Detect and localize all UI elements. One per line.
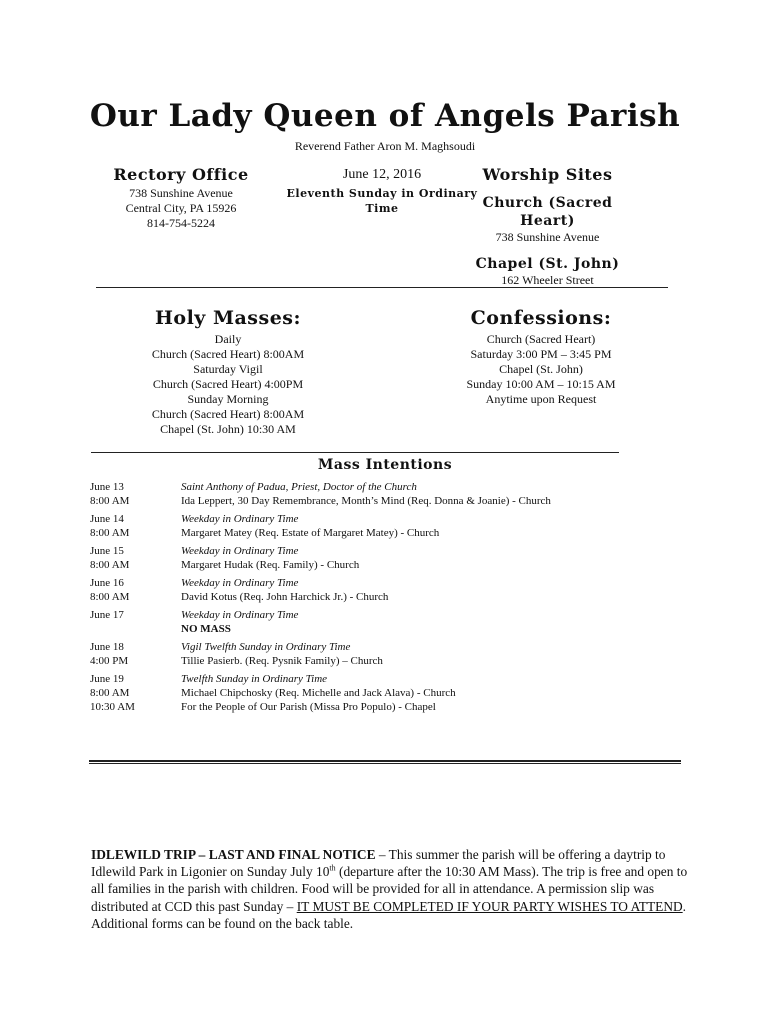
divider-middle [91, 452, 619, 453]
mass-line: Daily [214, 332, 242, 346]
intention-item: Margaret Hudak (Req. Family) - Church [181, 559, 360, 571]
intention-item: Michael Chipchosky (Req. Michelle and Jack Alava) - Church [181, 687, 456, 699]
occasion-line-1: Eleventh Sunday in Ordinary [286, 187, 478, 200]
intention-entry [90, 512, 690, 540]
intention-no-mass: NO MASS [181, 623, 231, 635]
intention-date: June 17 [90, 609, 124, 621]
divider-bottom-thin [89, 763, 681, 764]
intention-time: 8:00 AM [90, 687, 130, 699]
notice-superscript: th [329, 863, 336, 873]
church-site-name: Church (Sacred Heart) [482, 195, 613, 229]
confessions-heading: Confessions: [470, 307, 612, 329]
chapel-site-address: 162 Wheeler Street [501, 273, 594, 287]
divider-top [96, 287, 668, 288]
intention-item: For the People of Our Parish (Missa Pro Populo) - Chapel [181, 701, 436, 713]
confession-line: Sunday 10:00 AM – 10:15 AM [466, 377, 616, 391]
confession-line: Church (Sacred Heart) [486, 332, 596, 346]
divider-bottom [89, 760, 681, 762]
intention-item: David Kotus (Req. John Harchick Jr.) - Church [181, 591, 389, 603]
intention-feast: Weekday in Ordinary Time [181, 545, 299, 557]
bulletin-date: June 12, 2016 [342, 167, 422, 182]
intention-time: 8:00 AM [90, 495, 130, 507]
intention-date: June 16 [90, 577, 124, 589]
mass-line: Chapel (St. John) 10:30 AM [160, 422, 296, 436]
intention-time: 8:00 AM [90, 527, 130, 539]
intention-item: Tillie Pasierb. (Req. Pysnik Family) – Church [181, 655, 383, 667]
pastor-name: Reverend Father Aron M. Maghsoudi [294, 139, 476, 153]
notice-lead: IDLEWILD TRIP – LAST AND FINAL NOTICE [91, 847, 376, 862]
idlewild-trip-notice [91, 846, 691, 932]
intention-entry [90, 608, 690, 636]
bulletin-date-block [282, 166, 482, 216]
intention-time: 4:00 PM [90, 655, 129, 667]
intention-time: 8:00 AM [90, 591, 130, 603]
intention-entry [90, 544, 690, 572]
rectory-phone: 814-754-5224 [147, 216, 215, 230]
intention-item: Margaret Matey (Req. Estate of Margaret Matey) - Church [181, 527, 440, 539]
mass-line: Church (Sacred Heart) 8:00AM [151, 347, 305, 361]
intention-entry [90, 672, 690, 714]
worship-sites-heading: Worship Sites [482, 165, 613, 184]
rectory-address-line1: 738 Sunshine Avenue [129, 186, 233, 200]
intention-item: Ida Leppert, 30 Day Remembrance, Month’s Mind (Req. Donna & Joanie) - Church [181, 495, 551, 507]
rectory-office-block [96, 164, 266, 231]
intention-feast: Weekday in Ordinary Time [181, 609, 299, 621]
worship-sites-block [460, 164, 635, 288]
parish-title: Our Lady Queen of Angels Parish [89, 98, 681, 134]
intention-feast: Vigil Twelfth Sunday in Ordinary Time [181, 641, 351, 653]
mass-line: Saturday Vigil [193, 362, 263, 376]
confession-line: Anytime upon Request [485, 392, 597, 406]
intention-feast: Weekday in Ordinary Time [181, 577, 299, 589]
notice-text-2: (departure after the 10:30 AM Mass). The trip is free and open to all families in the parish with children. Food will be provided for all in attendance. A permission slip was distributed at CCD this past Sunday – [91, 864, 688, 914]
liturgical-occasion [282, 186, 482, 216]
mass-line: Sunday Morning [187, 392, 269, 406]
confession-line: Chapel (St. John) [499, 362, 583, 376]
notice-text-3: . Additional forms can be found on the back table. [91, 898, 687, 931]
intention-entry [90, 480, 690, 508]
notice-text-1: – This summer the parish will be offering a daytrip to Idlewild Park in Ligonier on Sunday July 10 [91, 847, 666, 880]
confession-line: Saturday 3:00 PM – 3:45 PM [470, 347, 612, 361]
intention-entry [90, 576, 690, 604]
intention-date: June 13 [90, 481, 124, 493]
notice-underlined: IT MUST BE COMPLETED IF YOUR PARTY WISHES TO ATTEND [296, 898, 683, 914]
occasion-line-2: Time [365, 202, 399, 215]
intention-feast: Weekday in Ordinary Time [181, 513, 299, 525]
chapel-site-name: Chapel (St. John) [475, 256, 620, 272]
intention-feast: Saint Anthony of Padua, Priest, Doctor of the Church [181, 481, 417, 493]
rectory-address-line2: Central City, PA 15926 [125, 201, 237, 215]
intention-date: June 14 [90, 513, 124, 525]
rectory-heading: Rectory Office [113, 165, 249, 184]
mass-intentions-list [90, 480, 690, 718]
intention-time: 8:00 AM [90, 559, 130, 571]
mass-line: Church (Sacred Heart) 4:00PM [152, 377, 304, 391]
church-site-address: 738 Sunshine Avenue [495, 230, 600, 244]
mass-line: Church (Sacred Heart) 8:00AM [151, 407, 305, 421]
intention-date: June 18 [90, 641, 124, 653]
holy-masses-block [128, 306, 328, 437]
intention-date: June 19 [90, 673, 124, 685]
holy-masses-heading: Holy Masses: [154, 307, 302, 329]
intention-entry [90, 640, 690, 668]
confessions-block [441, 306, 641, 407]
mass-intentions-heading: Mass Intentions [317, 457, 453, 473]
intention-time: 10:30 AM [90, 701, 135, 713]
intention-date: June 15 [90, 545, 124, 557]
intention-feast: Twelfth Sunday in Ordinary Time [181, 673, 328, 685]
